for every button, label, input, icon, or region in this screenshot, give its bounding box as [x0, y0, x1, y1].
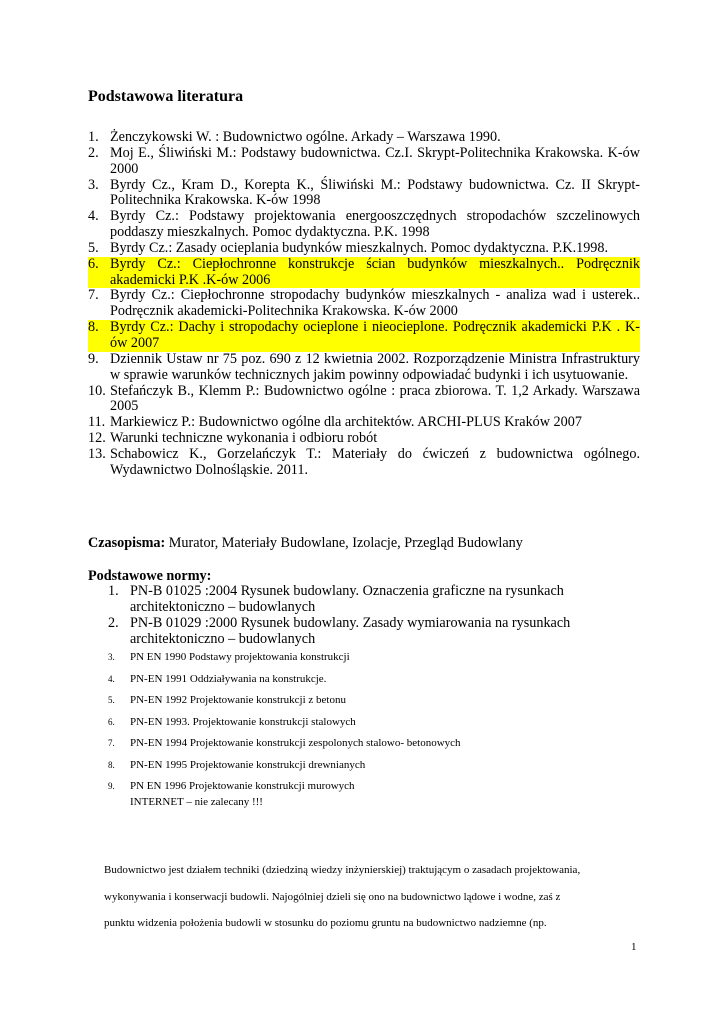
- paragraph-line: Budownictwo jest działem techniki (dziedziną wiedzy inżynierskiej) traktującym o zasadach projektowania,: [104, 864, 581, 876]
- list-number: 4.: [108, 673, 115, 684]
- list-number: 1.: [108, 583, 119, 599]
- bibliography-item: [88, 146, 640, 178]
- list-number: 9.: [88, 350, 99, 367]
- bibliography-text: Byrdy Cz.: Ciepłochronne konstrukcje ścian budynków mieszkalnych.. Podręcznik akademicki P.K .K-ów 2006: [110, 255, 640, 288]
- standard-text: PN-EN 1991 Oddziaływania na konstrukcje.: [130, 672, 327, 685]
- standard-item: [108, 776, 608, 798]
- bibliography-text: Byrdy Cz.: Podstawy projektowania energooszczędnych stropodachów szczelinowych poddaszy mieszkalnych. Pomoc dydaktyczna. P.K. 1998: [110, 208, 640, 241]
- bibliography-item: [88, 384, 640, 416]
- bibliography-list: [88, 130, 640, 479]
- standard-text: PN-EN 1993. Projektowanie konstrukcji stalowych: [130, 715, 356, 728]
- standard-text: PN-B 01029 :2000 Rysunek budowlany. Zasady wymiarowania na rysunkach architektoniczno – budowlanych: [130, 615, 571, 647]
- bibliography-text: Byrdy Cz.: Zasady ocieplania budynków mieszkalnych. Pomoc dydaktyczna. P.K.1998.: [110, 239, 609, 256]
- list-number: 4.: [88, 208, 99, 225]
- standard-item: [108, 583, 608, 615]
- bibliography-item: [88, 447, 640, 479]
- standards-list: [108, 583, 608, 798]
- list-number: 13.: [88, 445, 106, 462]
- bibliography-item: [88, 209, 640, 241]
- standard-text: PN-EN 1995 Projektowanie konstrukcji drewnianych: [130, 758, 366, 771]
- list-number: 2.: [88, 144, 99, 161]
- definition-paragraph: [104, 857, 644, 937]
- page-number: 1: [631, 941, 637, 953]
- list-number: 2.: [108, 615, 119, 631]
- paragraph-line: wykonywania i konserwacji budowli. Najogólniej dzieli się ono na budownictwo lądowe i wodne, zaś z: [104, 890, 561, 903]
- standard-text: PN-EN 1994 Projektowanie konstrukcji zespolonych stalowo- betonowych: [130, 737, 461, 749]
- standard-item: [108, 733, 608, 755]
- bibliography-item: [88, 257, 640, 289]
- bibliography-item: [88, 415, 640, 431]
- list-number: 8.: [108, 759, 115, 770]
- list-number: 7.: [108, 738, 115, 748]
- list-number: 3.: [88, 176, 99, 193]
- bibliography-text: Markiewicz P.: Budownictwo ogólne dla architektów. ARCHI-PLUS Kraków 2007: [110, 414, 582, 431]
- bibliography-text: Byrdy Cz.: Dachy i stropodachy ocieplone i nieocieplone. Podręcznik akademicki P.K . K-ów 2007: [110, 319, 640, 351]
- bibliography-text: Byrdy Cz., Kram D., Korepta K., Śliwiński M.: Podstawy budownictwa. Cz. II Skrypt-Politechnika Krakowska. K-ów 1998: [110, 176, 640, 209]
- bibliography-text: Moj E., Śliwiński M.: Podstawy budownictwa. Cz.I. Skrypt-Politechnika Krakowska. K-ów 2000: [110, 144, 640, 177]
- standard-text: PN EN 1996 Projektowanie konstrukcji murowych: [130, 780, 355, 792]
- standard-text: PN-EN 1992 Projektowanie konstrukcji z betonu: [130, 694, 346, 706]
- list-number: 3.: [108, 652, 115, 662]
- bibliography-text: Warunki techniczne wykonania i odbioru robót: [110, 430, 378, 447]
- list-number: 5.: [88, 239, 99, 256]
- list-number: 11.: [88, 414, 106, 431]
- standard-item: [108, 755, 608, 777]
- standard-item: [108, 712, 608, 734]
- bibliography-item: [88, 431, 640, 447]
- bibliography-item: [88, 320, 640, 352]
- bibliography-item: [88, 178, 640, 210]
- journals-text: Murator, Materiały Budowlane, Izolacje, Przegląd Budowlany: [165, 535, 523, 551]
- list-number: 6.: [108, 716, 115, 727]
- journals-label: Czasopisma:: [88, 535, 166, 551]
- bibliography-item: [88, 352, 640, 384]
- standards-title: Podstawowe normy:: [88, 568, 212, 584]
- internet-note: INTERNET – nie zalecany !!!: [130, 796, 263, 808]
- standard-text: PN EN 1990 Podstawy projektowania konstrukcji: [130, 651, 350, 663]
- bibliography-item: [88, 130, 640, 146]
- list-number: 7.: [88, 287, 99, 304]
- list-number: 10.: [88, 382, 106, 399]
- list-number: 9.: [108, 781, 115, 791]
- bibliography-item: [88, 241, 640, 257]
- bibliography-text: Stefańczyk B., Klemm P.: Budownictwo ogólne : praca zbiorowa. T. 1,2 Arkady. Warszawa 2005: [110, 382, 640, 415]
- bibliography-text: Dziennik Ustaw nr 75 poz. 690 z 12 kwietnia 2002. Rozporządzenie Ministra Infrastruktury w sprawie warunków technicznych jakim powinny odpowiadać budynki i ich usytuowanie.: [110, 350, 640, 383]
- list-number: 8.: [88, 319, 99, 336]
- bibliography-text: Schabowicz K., Gorzelańczyk T.: Materiały do ćwiczeń z budownictwa ogólnego. Wydawnictwo Dolnośląskie. 2011.: [110, 445, 640, 478]
- list-number: 1.: [88, 129, 99, 145]
- standard-item: [108, 690, 608, 712]
- standard-item: [108, 647, 608, 669]
- standard-text: PN-B 01025 :2004 Rysunek budowlany. Oznaczenia graficzne na rysunkach architektoniczno – budowlanych: [130, 583, 564, 615]
- journals-line: [88, 535, 523, 552]
- list-number: 12.: [88, 430, 106, 447]
- standard-item: [108, 615, 608, 647]
- bibliography-item: [88, 288, 640, 320]
- standard-item: [108, 669, 608, 691]
- list-number: 6.: [88, 255, 99, 272]
- paragraph-line: punktu widzenia położenia budowli w stosunku do poziomu gruntu na budownictwo nadziemne (np.: [104, 917, 547, 929]
- page-title: Podstawowa literatura: [88, 88, 244, 105]
- list-number: 5.: [108, 695, 115, 705]
- bibliography-text: Byrdy Cz.: Ciepłochronne stropodachy budynków mieszkalnych - analiza wad i usterek.. Podręcznik akademicki-Politechnika Krakowska. K-ów 2000: [110, 287, 640, 320]
- bibliography-text: Żenczykowski W. : Budownictwo ogólne. Arkady – Warszawa 1990.: [110, 129, 501, 145]
